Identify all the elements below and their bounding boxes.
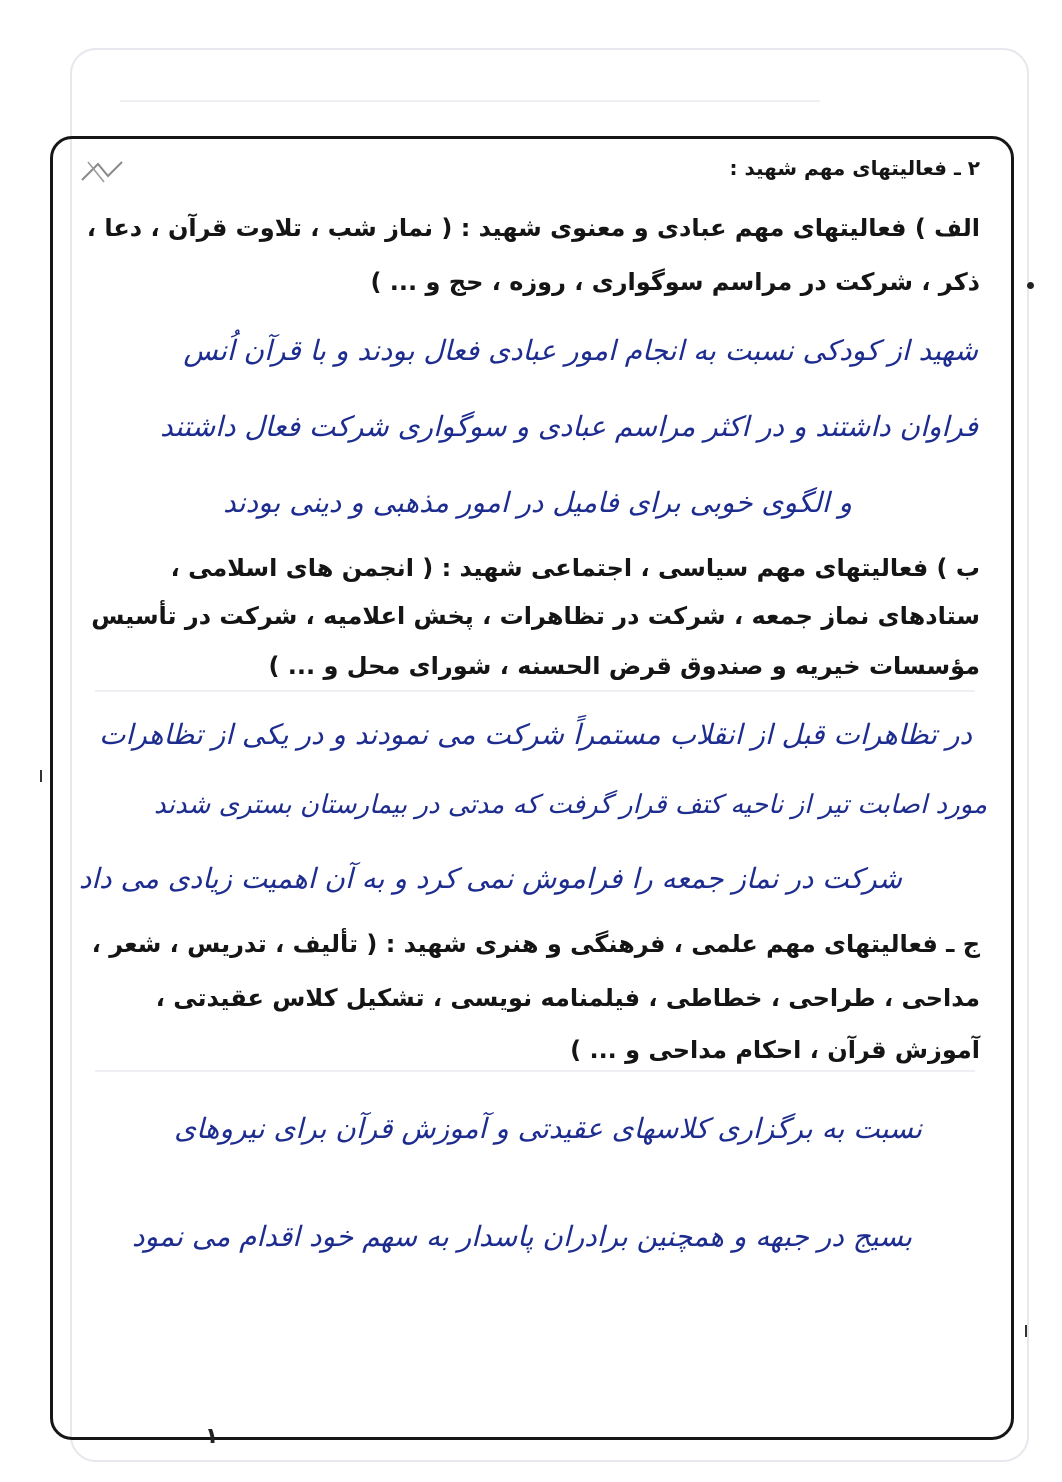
section-a-answer: فراوان داشتند و در اکثر مراسم عبادی و سوگواری شرکت فعال داشتند	[160, 410, 978, 443]
section-a-answer: و الگوی خوبی برای فامیل در امور مذهبی و دینی بودند	[223, 486, 852, 519]
section-c-answer: نسبت به برگزاری کلاسهای عقیدتی و آموزش قرآن برای نیروهای	[174, 1112, 922, 1145]
corner-scribble-icon	[78, 156, 128, 186]
page-heading: ۲ ـ فعالیتهای مهم شهید :	[729, 156, 980, 180]
section-b-question: ب ) فعالیتهای مهم سیاسی ، اجتماعی شهید : ( انجمن های اسلامی ،	[170, 554, 980, 582]
section-b-answer: در تظاهرات قبل از انقلاب مستمراً شرکت می نمودند و در یکی از تظاهرات	[99, 718, 972, 751]
margin-tick	[1025, 1325, 1027, 1337]
section-a-question: الف ) فعالیتهای مهم عبادی و معنوی شهید : ( نماز شب ، تلاوت قرآن ، دعا ،	[86, 214, 980, 242]
section-a-question: ذکر ، شرکت در مراسم سوگواری ، روزه ، حج و ... )	[370, 268, 980, 296]
bleed-through-line	[120, 100, 820, 102]
section-b-answer: شرکت در نماز جمعه را فراموش نمی کرد و به آن اهمیت زیادی می داد	[78, 862, 902, 895]
section-c-answer: بسیج در جبهه و همچنین برادران پاسدار به سهم خود اقدام می نمود	[132, 1220, 912, 1253]
margin-tick	[40, 770, 42, 782]
section-c-question: ج ـ فعالیتهای مهم علمی ، فرهنگی و هنری شهید : ( تألیف ، تدریس ، شعر ،	[91, 930, 980, 958]
section-b-answer: مورد اصابت تیر از ناحیه کتف قرار گرفت که مدتی در بیمارستان بستری شدند	[154, 790, 987, 820]
section-c-question: آموزش قرآن ، احکام مداحی و ... )	[570, 1036, 980, 1064]
page-number: ۱	[205, 1424, 219, 1449]
margin-dot	[1027, 282, 1034, 289]
section-b-question: مؤسسات خیریه و صندوق قرض الحسنه ، شورای محل و ... )	[268, 652, 980, 680]
section-c-question: مداحی ، طراحی ، خطاطی ، فیلمنامه نویسی ، تشکیل کلاس عقیدتی ،	[155, 984, 980, 1012]
section-a-answer: شهید از کودکی نسبت به انجام امور عبادی فعال بودند و با قرآن اُنس	[183, 334, 978, 367]
section-b-question: ستادهای نماز جمعه ، شرکت در تظاهرات ، پخش اعلامیه ، شرکت در تأسیس	[91, 602, 980, 630]
